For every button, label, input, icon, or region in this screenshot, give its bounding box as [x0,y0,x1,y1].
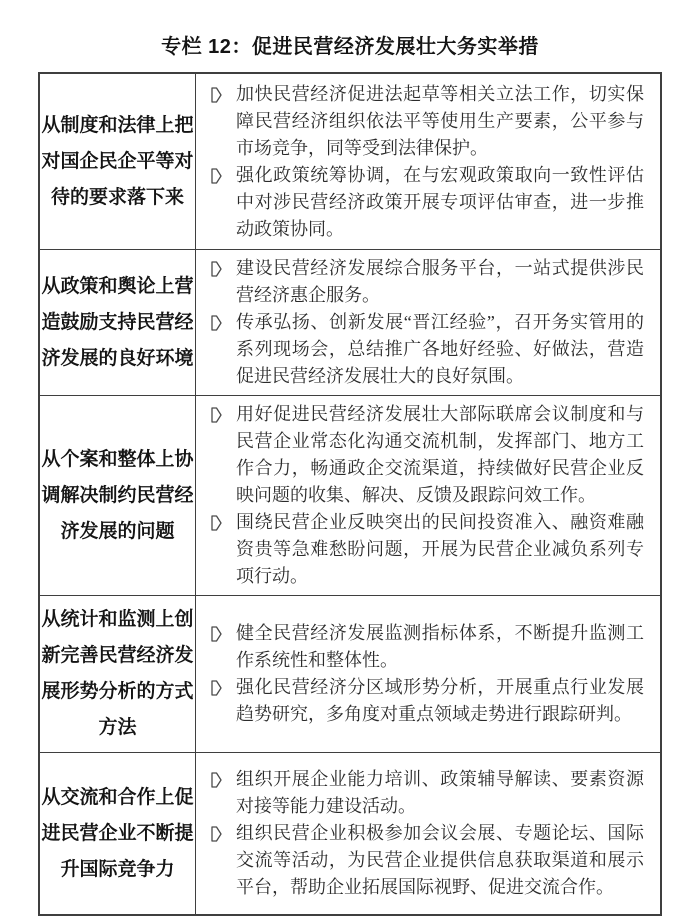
measure-text: 强化政策统筹协调，在与宏观政策取向一致性评估中对涉民营经济政策开展专项评估审查，进一步推动政策协同。 [236,164,644,239]
category-label: 从政策和舆论上营造鼓励支持民营经济发展的良好环境 [41,275,194,369]
measure-item [196,255,644,309]
table-row [40,596,660,753]
pentagon-arrow-icon [196,309,236,331]
category-cell [40,396,196,595]
measure-text: 组织开展企业能力培训、政策辅导解读、要素资源对接等能力建设活动。 [236,769,644,816]
measure-text: 加快民营经济促进法起草等相关立法工作，切实保障民营经济组织依法平等使用生产要素，公平参与市场竞争，同等受到法律保护。 [236,83,644,158]
pentagon-arrow-icon [196,401,236,423]
measure-item [196,401,644,509]
table-row [40,396,660,596]
category-label: 从交流和合作上促进民营企业不断提升国际竞争力 [41,786,194,880]
measure-text: 传承弘扬、创新发展“晋江经验”，召开务实管用的系列现场会，总结推广各地好经验、好做法，营造促进民营经济发展壮大的良好氛围。 [236,312,644,386]
measures-cell [196,596,660,752]
pentagon-arrow-icon [196,255,236,277]
measure-item [196,509,644,590]
pentagon-arrow-icon [196,162,236,184]
category-cell [40,74,196,249]
category-cell [40,250,196,395]
pentagon-arrow-icon [196,674,236,696]
measure-text: 围绕民营企业反映突出的民间投资准入、融资难融资贵等急难愁盼问题，开展为民营企业减负系列专项行动。 [236,512,644,586]
measure-text: 用好促进民营经济发展壮大部际联席会议制度和与民营企业常态化沟通交流机制，发挥部门、地方工作合力，畅通政企交流渠道，持续做好民营企业反映问题的收集、解决、反馈及跟踪问效工作。 [236,404,644,505]
page-title: 专栏 12：促进民营经济发展壮大务实举措 [161,36,539,58]
measure-item [196,162,644,243]
measure-item [196,81,644,162]
measures-cell [196,250,660,395]
measures-table [38,72,662,916]
measure-text: 强化民营经济分区域形势分析，开展重点行业发展趋势研究，多角度对重点领域走势进行跟踪研判。 [236,677,644,724]
pentagon-arrow-icon [196,820,236,842]
measures-cell [196,74,660,249]
table-row [40,753,660,914]
category-label: 从统计和监测上创新完善民营经济发展形势分析的方式方法 [41,609,194,738]
pentagon-arrow-icon [196,766,236,788]
table-row [40,74,660,250]
measure-item [196,820,644,901]
pentagon-arrow-icon [196,81,236,103]
pentagon-arrow-icon [196,620,236,642]
category-label: 从个案和整体上协调解决制约民营经济发展的问题 [41,448,194,542]
measure-item [196,620,644,674]
measures-cell [196,753,660,914]
table-row [40,250,660,396]
measure-item [196,766,644,820]
measure-item [196,674,644,728]
category-cell [40,596,196,752]
measure-text: 组织民营企业积极参加会议会展、专题论坛、国际交流等活动，为民营企业提供信息获取渠道和展示平台，帮助企业拓展国际视野、促进交流合作。 [236,823,644,897]
measure-item [196,309,644,390]
measure-text: 健全民营经济发展监测指标体系，不断提升监测工作系统性和整体性。 [236,623,644,670]
category-cell [40,753,196,914]
measure-text: 建设民营经济发展综合服务平台，一站式提供涉民营经济惠企服务。 [236,258,644,305]
pentagon-arrow-icon [196,509,236,531]
measures-cell [196,396,660,595]
category-label: 从制度和法律上把对国企民企平等对待的要求落下来 [41,114,194,208]
